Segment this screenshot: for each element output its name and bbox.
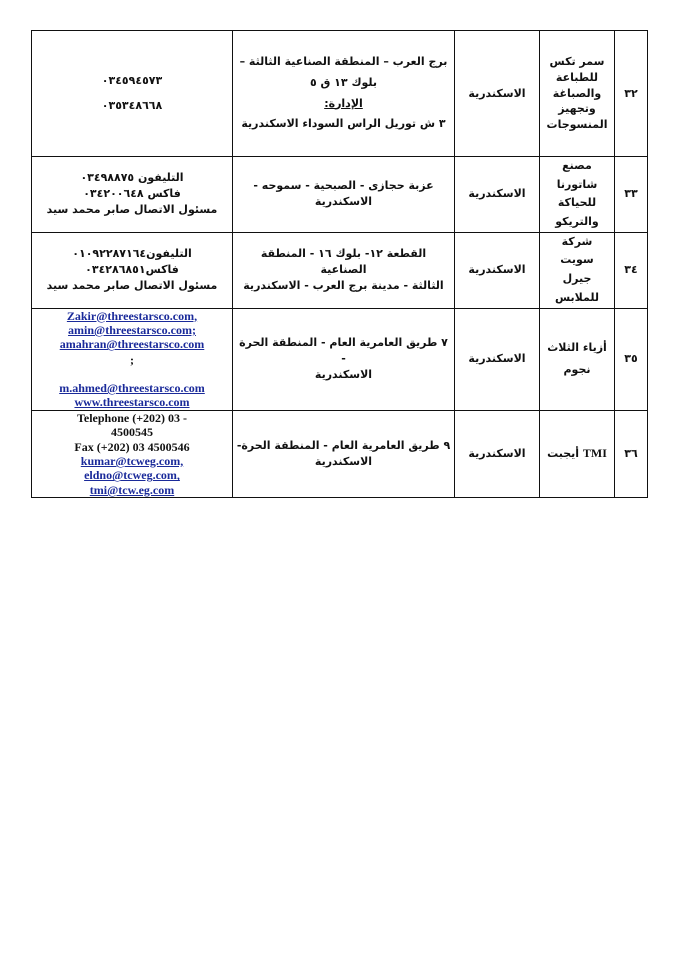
address-line: الاسكندرية	[314, 368, 373, 382]
company-name	[540, 157, 615, 233]
company-name-line: أزياء الثلاث	[547, 341, 607, 355]
row-number: ٣٤	[615, 232, 648, 308]
company-name	[540, 31, 615, 157]
company-name-line: وتجهيز	[558, 102, 596, 116]
phone-number: 4500545	[111, 425, 153, 440]
address-line: الثالثة - مدينة برج العرب - الاسكندرية	[243, 279, 444, 293]
address	[233, 410, 455, 497]
phone-number: ٠٣٤٥٩٤٥٧٣	[101, 74, 163, 88]
company-name-line: المنسوجات	[546, 118, 608, 132]
contact-person: مسئول الاتصال صابر محمد سيد	[46, 203, 218, 217]
address-line: برج العرب – المنطقة الصناعية الثالثة –	[239, 54, 448, 68]
company-name-line: مصنع شاتورنا	[556, 159, 598, 191]
email-link[interactable]: amahran@threestarsco.com	[59, 337, 205, 352]
address-heading: الإدارة:	[324, 96, 363, 110]
phone-number: التليفون٠١٠٩٢٢٨٧١٦٤	[72, 247, 192, 261]
table-row	[32, 308, 648, 410]
row-number: ٣٦	[615, 410, 648, 497]
address-line: القطعة ١٢- بلوك ١٦ - المنطقة الصناعية	[260, 247, 427, 277]
table-row	[32, 31, 648, 157]
email-link[interactable]: m.ahmed@threestarsco.com	[59, 381, 205, 396]
city: الاسكندرية	[455, 308, 540, 410]
contact	[32, 308, 233, 410]
phone-number: ٠٣٥٣٤٨٦٦٨	[101, 98, 163, 112]
address	[233, 232, 455, 308]
address-line: ٣ ش توريل الراس السوداء الاسكندرية	[241, 117, 446, 131]
city: الاسكندرية	[455, 410, 540, 497]
email-link[interactable]: amin@threestarsco.com;	[68, 322, 196, 337]
address	[233, 157, 455, 233]
phone-number: التليفون ٠٣٤٩٨٨٧٥	[80, 171, 184, 185]
address	[233, 308, 455, 410]
table-row	[32, 157, 648, 233]
city: الاسكندرية	[455, 232, 540, 308]
address-line: الاسكندرية	[314, 455, 373, 469]
address-line: ٧ طريق العامرية العام - المنطقة الحرة -	[239, 336, 448, 366]
address-line: ٩ طريق العامرية العام - المنطقة الحرة-	[236, 439, 451, 453]
company-name-line: والصباغة	[552, 86, 602, 100]
phone-number: Telephone (+202) 03 -	[76, 410, 188, 425]
contact	[32, 157, 233, 233]
companies-table	[31, 30, 648, 498]
address-line: الاسكندرية	[314, 195, 373, 209]
contact	[32, 232, 233, 308]
email-link[interactable]: eldno@tcweg.com,	[84, 468, 180, 483]
fax-number: فاكس٠٣٤٢٨٦٨٥١	[85, 263, 179, 277]
company-name-line: سمر تكس	[549, 54, 605, 68]
company-name-line: شركة سويت	[560, 234, 594, 267]
separator: ;	[130, 352, 134, 367]
email-link[interactable]: kumar@tcweg.com,	[80, 454, 184, 469]
company-name	[540, 232, 615, 308]
contact	[32, 31, 233, 157]
company-name-line: جيرل للملابس	[554, 272, 600, 304]
fax-number: Fax (+202) 03 4500546	[74, 439, 190, 454]
table-row	[32, 232, 648, 308]
company-name-line: للطباعة	[555, 70, 599, 84]
contact-person: مسئول الاتصال صابر محمد سيد	[46, 279, 218, 293]
address-line: بلوك ١٣ ق ٥	[309, 75, 378, 89]
city: الاسكندرية	[455, 157, 540, 233]
email-link[interactable]: tmi@tcw.eg.com	[89, 482, 175, 497]
row-number: ٣٣	[615, 157, 648, 233]
address-line: عزبة حجازى - الصبحية - سموحه -	[253, 179, 434, 193]
company-name	[540, 410, 615, 497]
address	[233, 31, 455, 157]
email-link[interactable]: Zakir@threestarsco.com,	[66, 308, 198, 323]
website-link[interactable]: www.threestarsco.com	[74, 395, 190, 410]
company-name-line: أيجبت	[547, 447, 580, 461]
row-number: ٣٥	[615, 308, 648, 410]
company-name-line: للحياكة والتريكو	[555, 196, 599, 229]
company-name	[540, 308, 615, 410]
company-name-latin: TMI	[582, 446, 607, 461]
row-number: ٣٢	[615, 31, 648, 157]
contact	[32, 410, 233, 497]
fax-number: فاكس ٠٣٤٢٠٠٦٤٨	[83, 187, 181, 201]
city: الاسكندرية	[455, 31, 540, 157]
table-row	[32, 410, 648, 497]
company-name-line: نجوم	[563, 363, 591, 377]
